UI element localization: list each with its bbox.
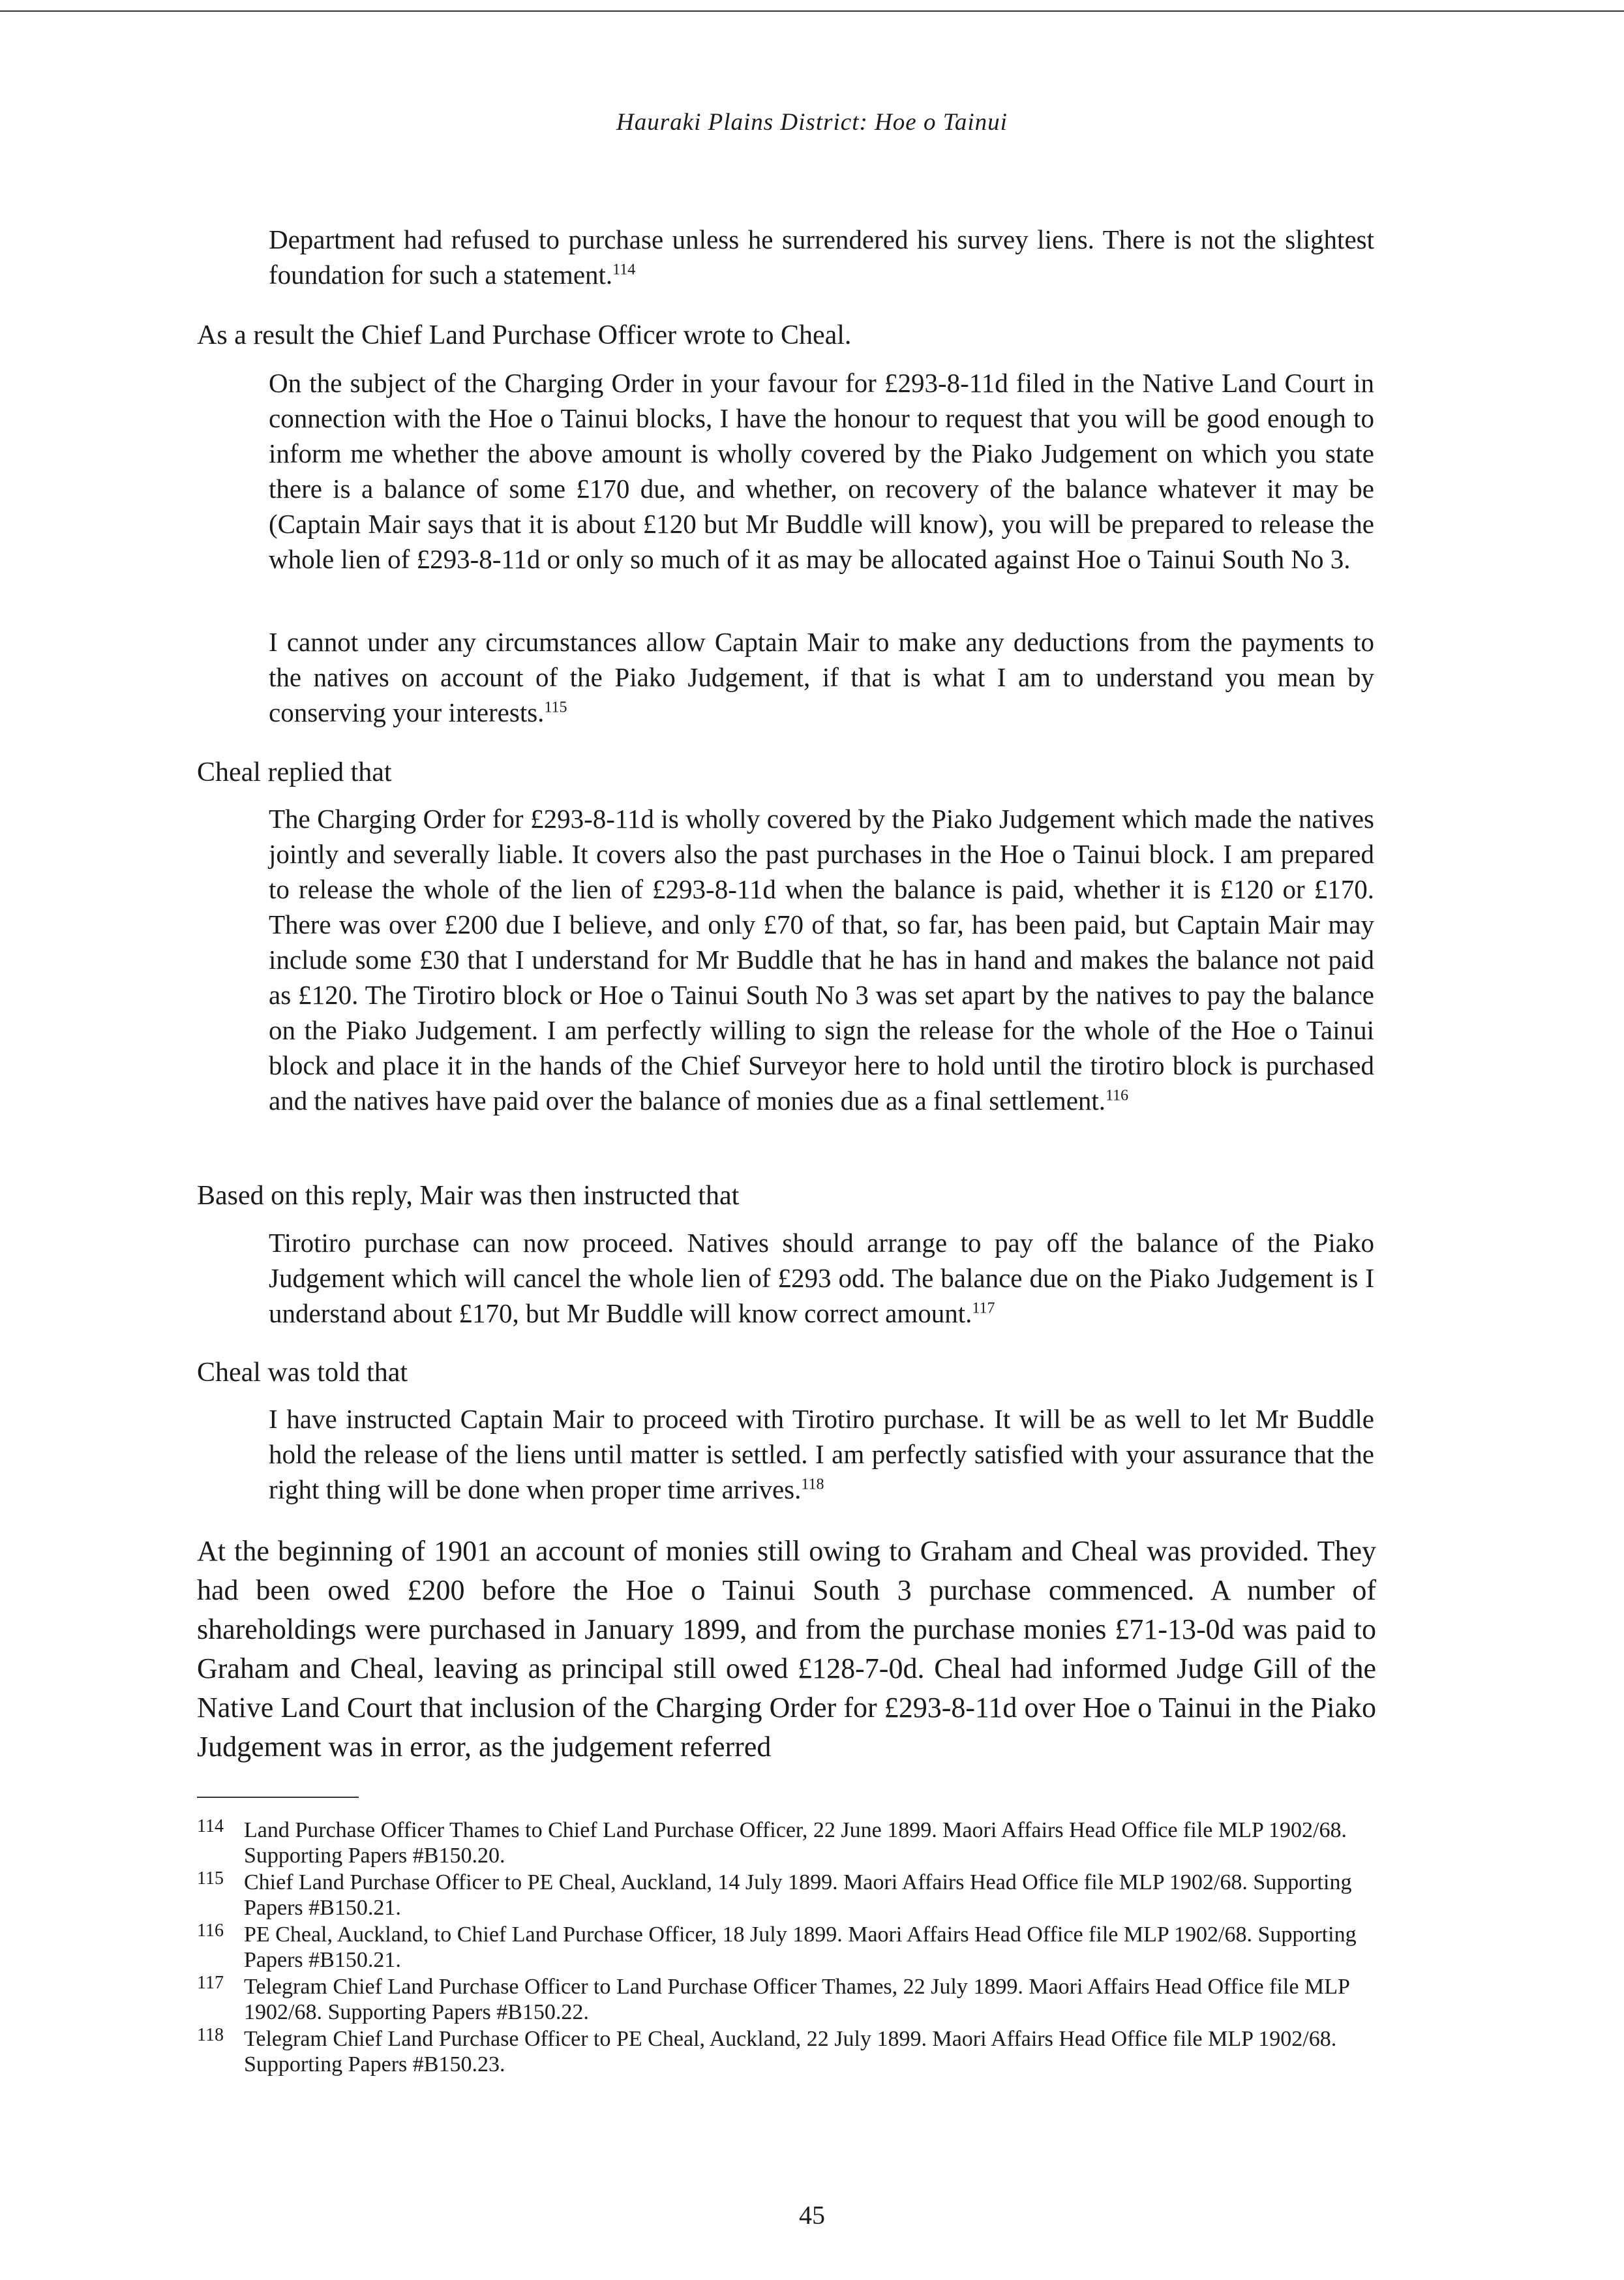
- block-quote: [269, 365, 1374, 577]
- footnote: [197, 1870, 1377, 1921]
- footnote-text: Telegram Chief Land Purchase Officer to Land Purchase Officer Thames, 22 July 1899. Maori Affairs Head Office file MLP 1902/68. Supporting Papers #B150.22.: [244, 1975, 1349, 2024]
- block-quote: [269, 624, 1374, 730]
- top-border-rule: [0, 10, 1624, 12]
- block-quote-text: Tirotiro purchase can now proceed. Natives should arrange to pay off the balance of the Piako Judgement which will cancel the whole lien of £293 odd. The balance due on the Piako Judgement is I understand about £170, but Mr Buddle will know correct amount.: [269, 1228, 1374, 1328]
- block-quote: [269, 1401, 1374, 1507]
- footnote-text: Chief Land Purchase Officer to PE Cheal, Auckland, 14 July 1899. Maori Affairs Head Office file MLP 1902/68. Supporting Papers #B150.21.: [244, 1870, 1352, 1920]
- footnote-number: 118: [197, 2025, 224, 2045]
- intro-line: As a result the Chief Land Purchase Officer wrote to Cheal.: [197, 320, 852, 350]
- block-quote-text: The Charging Order for £293-8-11d is wholly covered by the Piako Judgement which made the natives jointly and severally liable. It covers also the past purchases in the Hoe o Tainui block. I am prepared to release the whole of the lien of £293-8-11d when the balance is paid, whether it is £120 or £170. There was over £200 due I believe, and only £70 of that, so far, has been paid, but Captain Mair may include some £30 that I understand for Mr Buddle that he has in hand and makes the balance not paid as £120. The Tirotiro block or Hoe o Tainui South No 3 was set apart by the natives to pay the balance on the Piako Judgement. I am perfectly willing to sign the release for the whole of the Hoe o Tainui block and place it in the hands of the Chief Surveyor here to hold until the tirotiro block is purchased and the natives have paid over the balance of monies due as a final settlement.: [269, 804, 1374, 1116]
- running-head: Hauraki Plains District: Hoe o Tainui: [616, 109, 1008, 136]
- footnote-text: PE Cheal, Auckland, to Chief Land Purchase Officer, 18 July 1899. Maori Affairs Head Office file MLP 1902/68. Supporting Papers #B150.21.: [244, 1923, 1357, 1972]
- block-quote-text: Department had refused to purchase unless he surrendered his survey liens. There is not the slightest foundation for such a statement.: [269, 224, 1374, 290]
- intro-line: Cheal was told that: [197, 1358, 408, 1388]
- footnote-number: 115: [197, 1868, 224, 1889]
- block-quote-text: On the subject of the Charging Order in your favour for £293-8-11d filed in the Native Land Court in connection with the Hoe o Tainui blocks, I have the honour to request that you will be good enough to inform me whether the above amount is wholly covered by the Piako Judgement on which you state there is a balance of some £170 due, and whether, on recovery of the balance whatever it may be (Captain Mair says that it is about £120 but Mr Buddle will know), you will be prepared to release the whole lien of £293-8-11d or only so much of it as may be allocated against Hoe o Tainui South No 3.: [269, 368, 1374, 574]
- footnote: [197, 1817, 1377, 1868]
- footnote-text: Land Purchase Officer Thames to Chief Land Purchase Officer, 22 June 1899. Maori Affairs Head Office file MLP 1902/68. Supporting Papers #B150.20.: [244, 1818, 1347, 1868]
- block-quote: [269, 1225, 1374, 1331]
- footnote-ref: 114: [612, 261, 636, 279]
- footnote-ref: 118: [801, 1476, 824, 1493]
- block-quote-text: I cannot under any circumstances allow Captain Mair to make any deductions from the payments to the natives on account of the Piako Judgement, if that is what I am to understand you mean by conserving your interests.: [269, 627, 1374, 727]
- footnote-separator: [197, 1797, 359, 1798]
- block-quote-text: I have instructed Captain Mair to proceed with Tirotiro purchase. It will be as well to let Mr Buddle hold the release of the liens until matter is settled. I am perfectly satisfied with your assurance that the right thing will be done when proper time arrives.: [269, 1404, 1374, 1504]
- footnote: [197, 1974, 1377, 2025]
- footnote: [197, 1922, 1377, 1973]
- footnote-ref: 117: [972, 1300, 995, 1317]
- intro-line: Cheal replied that: [197, 757, 392, 787]
- footnote-text: Telegram Chief Land Purchase Officer to PE Cheal, Auckland, 22 July 1899. Maori Affairs Head Office file MLP 1902/68. Supporting Papers #B150.23.: [244, 2027, 1337, 2076]
- footnote-number: 116: [197, 1921, 224, 1941]
- footnote-ref: 116: [1105, 1087, 1129, 1104]
- block-quote: [269, 222, 1374, 292]
- page-number: 45: [799, 2200, 825, 2230]
- footnote-number: 114: [197, 1816, 224, 1836]
- intro-line: Based on this reply, Mair was then instructed that: [197, 1181, 740, 1211]
- footnote-ref: 115: [544, 699, 567, 716]
- body-paragraph: [197, 1532, 1376, 1767]
- footnote: [197, 2026, 1377, 2077]
- footnote-number: 117: [197, 1973, 224, 1993]
- block-quote: [269, 801, 1374, 1118]
- body-paragraph-text: At the beginning of 1901 an account of monies still owing to Graham and Cheal was provided. They had been owed £200 before the Hoe o Tainui South 3 purchase commenced. A number of shareholdings were purchased in January 1899, and from the purchase monies £71-13-0d was paid to Graham and Cheal, leaving as principal still owed £128-7-0d. Cheal had informed Judge Gill of the Native Land Court that inclusion of the Charging Order for £293-8-11d over Hoe o Tainui in the Piako Judgement was in error, as the judgement referred: [197, 1535, 1376, 1763]
